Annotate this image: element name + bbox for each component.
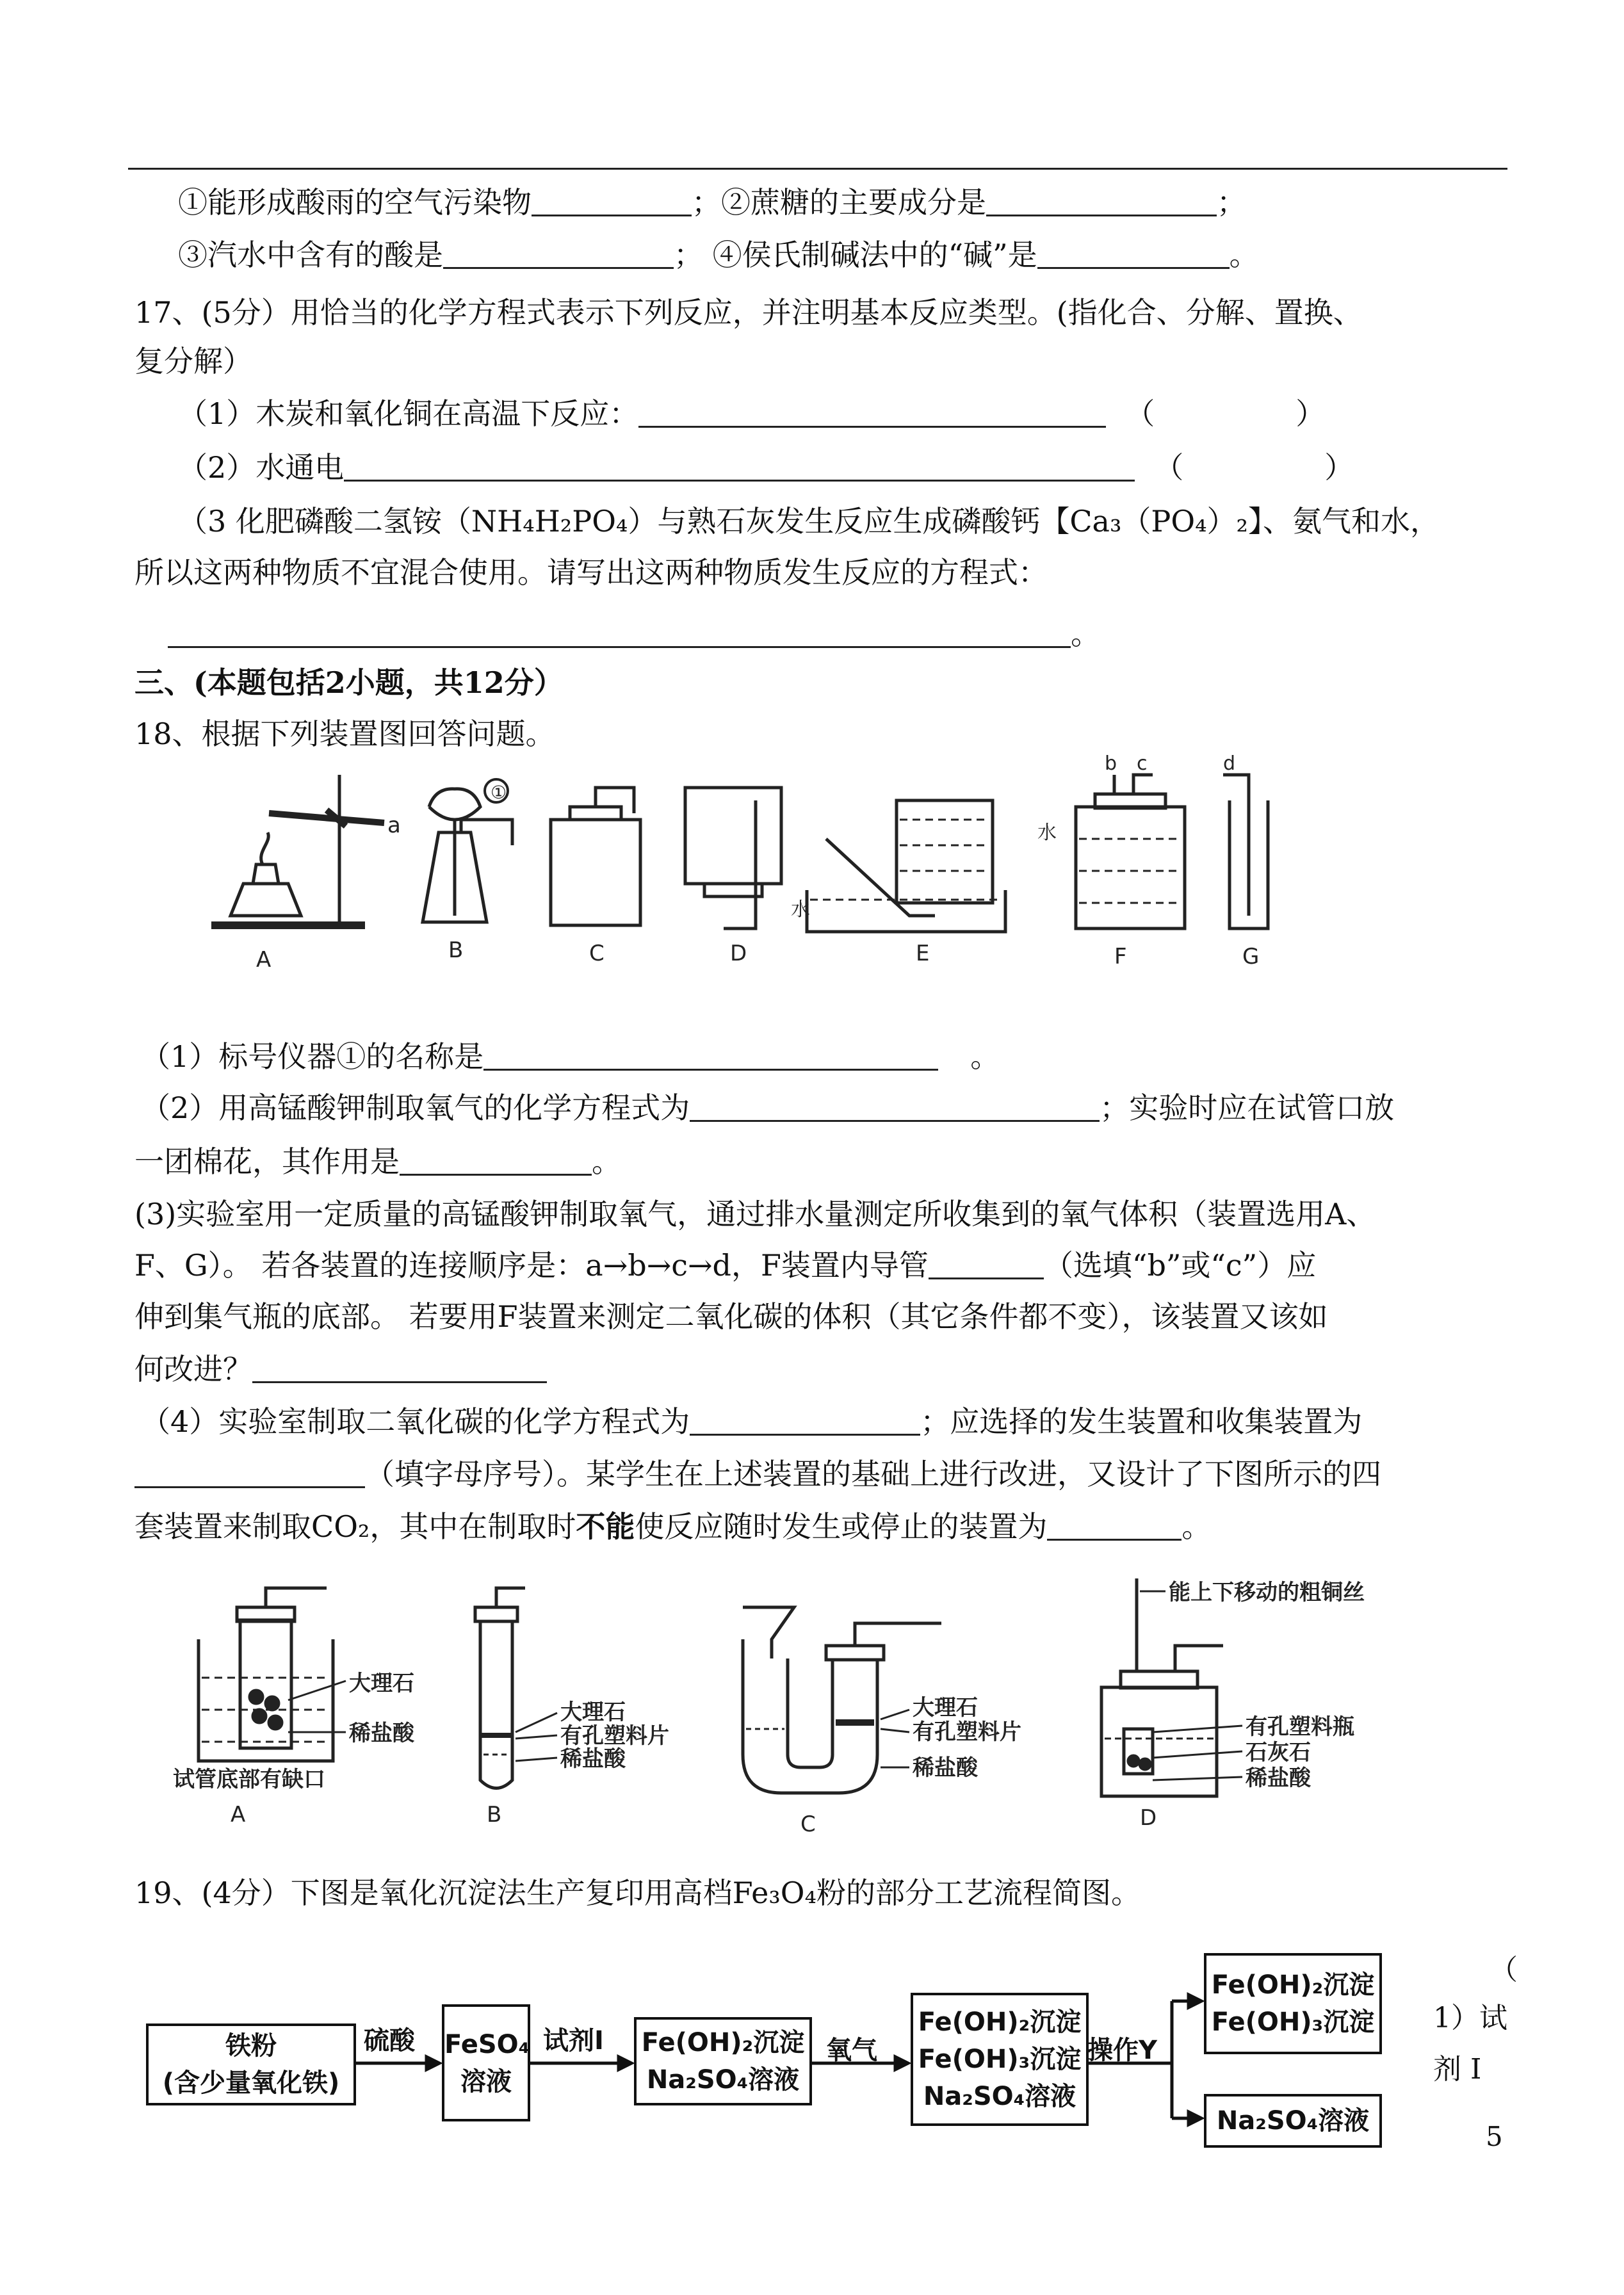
svg-text:石灰石: 石灰石 <box>1246 1740 1311 1765</box>
flow-box-mixture: Fe(OH)₂沉淀 Fe(OH)₃沉淀 Na₂SO₄溶液 <box>911 1993 1089 2126</box>
flow-box-feoh2-na2so4: Fe(OH)₂沉淀 Na₂SO₄溶液 <box>634 2017 812 2105</box>
svg-text:c: c <box>1137 752 1148 775</box>
svg-text:有孔塑料片: 有孔塑料片 <box>560 1723 669 1749</box>
flow-box-na2so4-solution: Na₂SO₄溶液 <box>1204 2094 1382 2148</box>
q18-stem: 18、根据下列装置图回答问题。 <box>134 717 555 751</box>
svg-text:B: B <box>448 937 464 963</box>
q17-part2: （2）水通电 （ ） <box>178 450 1354 485</box>
flow-label-reagent-i: 试剂Ⅰ <box>543 2026 604 2056</box>
q18-part2-a: （2）用高锰酸钾制取氧气的化学方程式为 ；实验时应在试管口放 <box>141 1091 1395 1125</box>
svg-text:大理石: 大理石 <box>560 1699 626 1725</box>
svg-text:稀盐酸: 稀盐酸 <box>913 1755 978 1781</box>
svg-text:水: 水 <box>791 898 810 921</box>
svg-text:F: F <box>1114 944 1127 969</box>
q17-part3-answer: 。 <box>168 615 1100 653</box>
svg-text:稀盐酸: 稀盐酸 <box>560 1746 626 1772</box>
q18-part3-d: 何改进？ <box>134 1350 547 1388</box>
flow-box-feso4: FeSO₄ 溶液 <box>442 2004 530 2121</box>
section-three-heading: 三、(本题包括2小题，共12分） <box>134 665 564 700</box>
q18-part4-b: （填字母序号）。某学生在上述装置的基础上进行改进，又设计了下图所示的四 <box>134 1455 1381 1493</box>
svg-text:大理石: 大理石 <box>349 1671 414 1696</box>
svg-text:C: C <box>800 1812 816 1837</box>
svg-text:D: D <box>1140 1805 1157 1831</box>
q17-stem-2: 复分解） <box>134 344 252 378</box>
svg-text:大理石: 大理石 <box>913 1695 978 1721</box>
svg-text:A: A <box>256 947 272 973</box>
svg-text:有孔塑料片: 有孔塑料片 <box>913 1719 1021 1745</box>
q17-part3-b: 所以这两种物质不宜混合使用。请写出这两种物质发生反应的方程式： <box>134 555 1048 590</box>
svg-text:d: d <box>1223 752 1236 775</box>
svg-text:稀盐酸: 稀盐酸 <box>1246 1765 1311 1791</box>
page-number: 5 <box>1486 2121 1503 2152</box>
flow-box-iron-powder: 铁粉 (含少量氧化铁) <box>146 2023 356 2105</box>
svg-text:b: b <box>1105 752 1117 775</box>
svg-text:试管底部有缺口: 试管底部有缺口 <box>173 1767 325 1792</box>
svg-text:G: G <box>1242 944 1260 969</box>
q18-part3-a: (3)实验室用一定质量的高锰酸钾制取氧气，通过排水量测定所收集到的氧气体积（装置选用A、 <box>134 1197 1376 1231</box>
q17-part3-a: （3 化肥磷酸二氢铵（NH₄H₂PO₄）与熟石灰发生反应生成磷酸钙【Ca₃（PO₄）₂】、氨气和水， <box>178 504 1440 539</box>
q16-line2: ③汽水中含有的酸是 ； ④侯氏制碱法中的“碱”是 。 <box>178 238 1259 272</box>
q16-line1: ①能形成酸雨的空气污染物 ；②蔗糖的主要成分是 ； <box>178 185 1246 220</box>
side-text-1: （ <box>1490 1954 1518 1986</box>
svg-text:①: ① <box>491 782 507 803</box>
svg-text:A: A <box>231 1802 246 1828</box>
svg-text:有孔塑料瓶: 有孔塑料瓶 <box>1246 1714 1354 1740</box>
q18-part4-a: （4）实验室制取二氧化碳的化学方程式为 ；应选择的发生装置和收集装置为 <box>141 1404 1363 1439</box>
q18-part4-c: 套装置来制取CO₂，其中在制取时不能使反应随时发生或停止的装置为 。 <box>134 1509 1212 1544</box>
svg-text:B: B <box>487 1802 502 1828</box>
flow-label-operation-y: 操作Y <box>1087 2036 1157 2065</box>
q18-part3-c: 伸到集气瓶的底部。 若要用F装置来测定二氧化碳的体积（其它条件都不变），该装置又该如 <box>134 1299 1328 1334</box>
q19-stem: 19、(4分）下图是氧化沉淀法生产复印用高档Fe₃O₄粉的部分工艺流程简图。 <box>134 1876 1141 1910</box>
q17-part1: （1）木炭和氧化铜在高温下反应： （ ） <box>178 396 1326 431</box>
flow-label-sulfuric-acid: 硫酸 <box>364 2026 415 2056</box>
q17-stem-1: 17、(5分）用恰当的化学方程式表示下列反应，并注明基本反应类型。(指化合、分解、置换、 <box>134 295 1363 330</box>
side-text-2: 1）试 <box>1433 2002 1507 2034</box>
svg-text:a: a <box>387 813 401 838</box>
svg-text:C: C <box>589 941 605 966</box>
svg-text:D: D <box>730 941 747 966</box>
flow-label-oxygen: 氧气 <box>826 2036 877 2065</box>
svg-text:稀盐酸: 稀盐酸 <box>349 1721 414 1746</box>
side-text-3: 剂 I <box>1433 2053 1482 2086</box>
svg-text:水: 水 <box>1037 822 1057 844</box>
q18-part2-b: 一团棉花，其作用是 。 <box>134 1144 621 1179</box>
flow-box-precipitates: Fe(OH)₂沉淀 Fe(OH)₃沉淀 <box>1204 1953 1382 2054</box>
q18-part3-b: F、G）。 若各装置的连接顺序是：a→b→c→d，F装置内导管 （选填“b”或“c”）应 <box>134 1248 1317 1283</box>
svg-text:E: E <box>916 941 930 966</box>
q18-part1: （1）标号仪器①的名称是 。 <box>141 1039 1000 1074</box>
svg-text:能上下移动的粗铜丝: 能上下移动的粗铜丝 <box>1169 1580 1365 1605</box>
